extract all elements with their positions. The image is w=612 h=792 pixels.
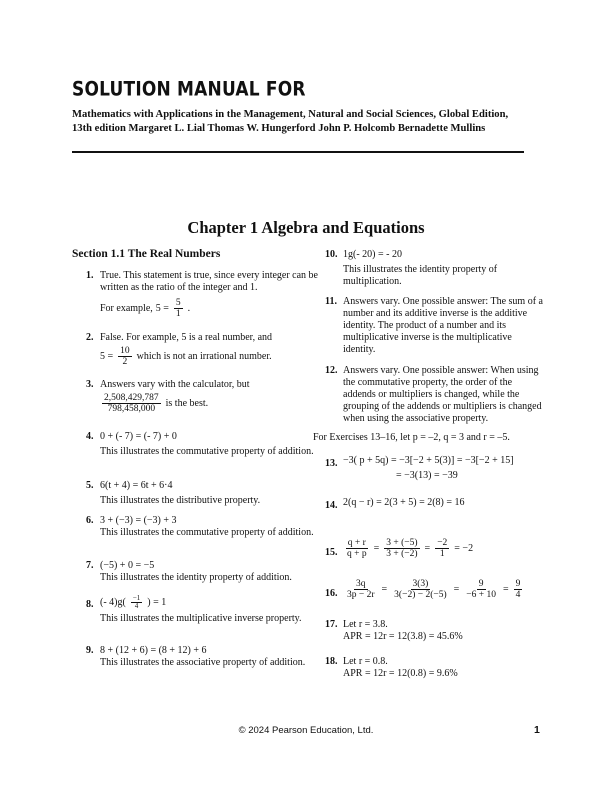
fraction: $\frac{9}{-6 + 10}$ [466,579,497,600]
exercise-8: 8. (- 4)g( $\frac{-1}{4}$ ) = 1 This illustrates the multiplicative inverse property. [86,594,302,624]
section-title: Section 1.1 The Real Numbers [72,248,221,260]
exercise-15: 15. $\frac{q + r}{q + p}$ = $\frac{3 + (-5)}{3 + (-2)}$ = $\frac{-2}{1}$ = −2 [325,538,474,559]
exercise-4: 4. 0 + (- 7) = (- 7) + 0 This illustrates the commutative property of addition. [86,431,314,457]
exercise-13: 13. −3( p + 5q) = −3[−2 + 5(3)] = −3[−2 + 15] = −3(13) = −39 [325,455,514,481]
book-subtitle: Mathematics with Applications in the Management, Natural and Social Sciences, Global Edition, 13th edition Margaret L. Lial Thomas W. Hungerford John P. Holcomb Bernadette Mullins [72,109,509,134]
fraction: $\frac{3q}{3p - 2r}$ [347,579,375,600]
fraction: $\frac{9}{4}$ [515,579,521,600]
exercise-note: For Exercises 13–16, let p = –2, q = 3 and r = –5. [313,432,510,443]
header-rule [72,151,524,153]
exercise-2: 2. False. For example, 5 is a real number, and 5 = $\frac{10}{2}$ which is not an irrational number. [86,332,273,367]
exercise-7: 7. (−5) + 0 = −5 This illustrates the identity property of addition. [86,560,292,583]
chapter-title: Chapter 1 Algebra and Equations [187,218,425,237]
exercise-6: 6. 3 + (−3) = (−3) + 3 This illustrates the commutative property of addition. [86,515,314,538]
exercise-14: 14. 2(q − r) = 2(3 + 5) = 2(8) = 16 [325,497,465,511]
fraction: $\frac{2,508,429,787}{798,458,000}$ [104,393,159,414]
page-number: 1 [534,724,540,736]
exercise-1: 1. True. This statement is true, since every integer can be written as the ratio of the integer and 1. For example, 5 = $\frac{5}{1}$ . [86,270,318,319]
exercise-17: 17. Let r = 3.8. APR = 12r = 12(3.8) = 45.6% [325,619,463,642]
footer-copyright: © 2024 Pearson Education, Ltd. [238,725,374,736]
fraction: $\frac{3(3)}{3(-2) - 2(-5)}$ [394,579,447,600]
exercise-3: 3. Answers vary with the calculator, but $\frac{2,508,429,787}{798,458,000}$ is the best. [86,379,250,414]
exercise-12: 12. Answers vary. One possible answer: When using the commutative property, the order of the addends or multipliers is changed, while the grouping of the addends or multipliers is changed when using the associative property. [325,365,542,424]
exercise-9: 9. 8 + (12 + 6) = (8 + 12) + 6 This illustrates the associative property of addition. [86,645,306,668]
fraction: $\frac{5}{1}$ [175,298,181,319]
fraction: $\frac{3 + (-5)}{3 + (-2)}$ [386,538,418,559]
exercise-5: 5. 6(t + 4) = 6t + 6·4 This illustrates the distributive property. [86,480,261,506]
fraction: $\frac{-2}{1}$ [437,538,448,559]
fraction: $\frac{q + r}{q + p}$ [347,538,367,559]
fraction: $\frac{-1}{4}$ [132,594,141,610]
exercise-16: 16. $\frac{3q}{3p - 2r}$ = $\frac{3(3)}{3(-2) - 2(-5)}$ = $\frac{9}{-6 + 10}$ = $\frac{9}{4}$ [325,579,521,600]
exercise-11: 11. Answers vary. One possible answer: The sum of a number and its additive inverse is the additive identity. The product of a number and its multiplicative inverse is the multiplicative identity. [325,296,543,355]
banner-title: SOLUTION MANUAL FOR [72,78,306,101]
exercise-10: 10. 1g(- 20) = - 20 This illustrates the identity property of multiplication. [325,249,498,287]
exercise-18: 18. Let r = 0.8. APR = 12r = 12(0.8) = 9.6% [325,656,458,679]
fraction: $\frac{10}{2}$ [120,346,130,367]
